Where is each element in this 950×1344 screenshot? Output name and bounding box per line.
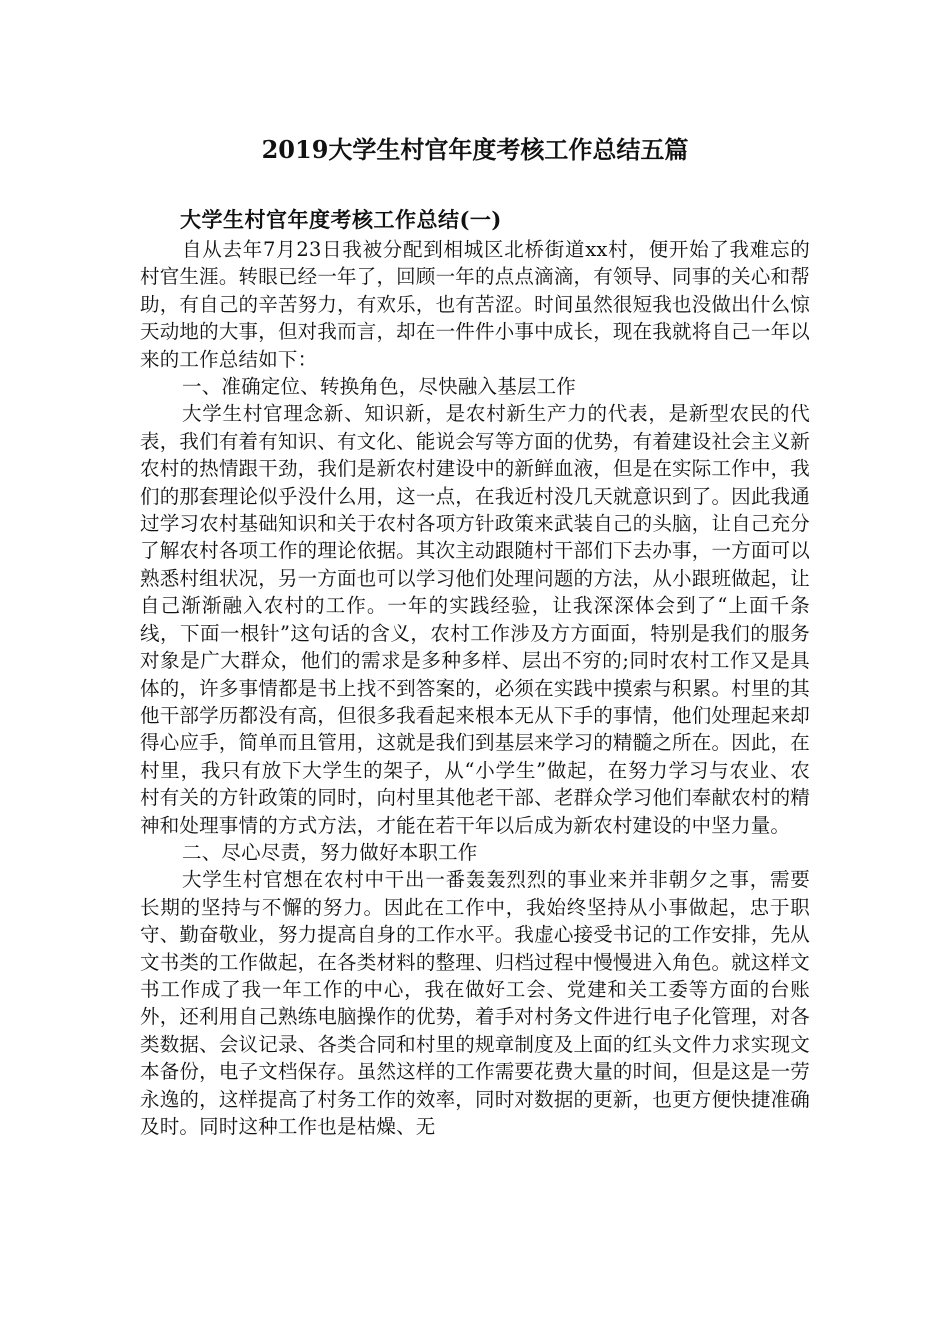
document-title: 2019大学生村官年度考核工作总结五篇: [261, 135, 689, 164]
body-paragraph-one: 大学生村官理念新、知识新，是农村新生产力的代表，是新型农民的代表，我们有着有知识、有文化、能说会写等方面的优势，有着建设社会主义新农村的热情跟干劲，我们是新农村建设中的新鲜血液，但是在实际工作中，我们的那套理论似乎没什么用，这一点，在我近村没几天就意识到了。因此我通过学习农村基础知识和关于农村各项方针政策来武装自己的头脑，让自己充分了解农村各项工作的理论依据。其次主动跟随村干部们下去办事，一方面可以熟悉村组状况，另一方面也可以学习他们处理问题的方法，从小跟班做起，让自己渐渐融入农村的工作。一年的实践经验，让我深深体会到了“上面千条线，下面一根针”这句话的含义，农村工作涉及方方面面，特别是我们的服务对象是广大群众，他们的需求是多种多样、层出不穷的;同时农村工作又是具体的，许多事情都是书上找不到答案的，必须在实践中摸索与积累。村里的其他干部学历都没有高，但很多我看起来根本无从下手的事情，他们处理起来却得心应手，简单而且管用，这就是我们到基层来学习的精髓之所在。因此，在村里，我只有放下大学生的架子，从“小学生”做起，在努力学习与农业、农村有关的方针政策的同时，向村里其他老干部、老群众学习他们奉献农村的精神和处理事情的方式方法，才能在若干年以后成为新农村建设的中坚力量。: [140, 402, 810, 837]
document-body: [140, 204, 810, 1140]
body-paragraph-two: 大学生村官想在农村中干出一番轰轰烈烈的事业来并非朝夕之事，需要长期的坚持与不懈的努力。因此在工作中，我始终坚持从小事做起，忠于职守、勤奋敬业，努力提高自身的工作水平。我虚心接受书记的工作安排，先从文书类的工作做起，在各类材料的整理、归档过程中慢慢进入角色。就这样文书工作成了我一年工作的中心，我在做好工会、党建和关工委等方面的台账外，还利用自己熟练电脑操作的优势，着手对村务文件进行电子化管理，对各类数据、会议记录、各类合同和村里的规章制度及上面的红头文件力求实现文本备份，电子文档保存。虽然这样的工作需要花费大量的时间，但是这是一劳永逸的，这样提高了村务工作的效率，同时对数据的更新，也更方便快捷准确及时。同时这种工作也是枯燥、无: [140, 868, 810, 1138]
intro-paragraph: 自从去年7月23日我被分配到相城区北桥街道xx村，便开始了我难忘的村官生涯。转眼已经一年了，回顾一年的点点滴滴，有领导、同事的关心和帮助，有自己的辛苦努力，有欢乐，也有苦涩。时间虽然很短我也没做出什么惊天动地的大事，但对我而言，却在一件件小事中成长，现在我就将自己一年以来的工作总结如下：: [140, 238, 810, 371]
subheading-one: 一、准确定位、转换角色，尽快融入基层工作: [182, 375, 577, 399]
subheading-two: 二、尽心尽责，努力做好本职工作: [182, 840, 478, 864]
section-title: 大学生村官年度考核工作总结(一): [180, 207, 502, 232]
